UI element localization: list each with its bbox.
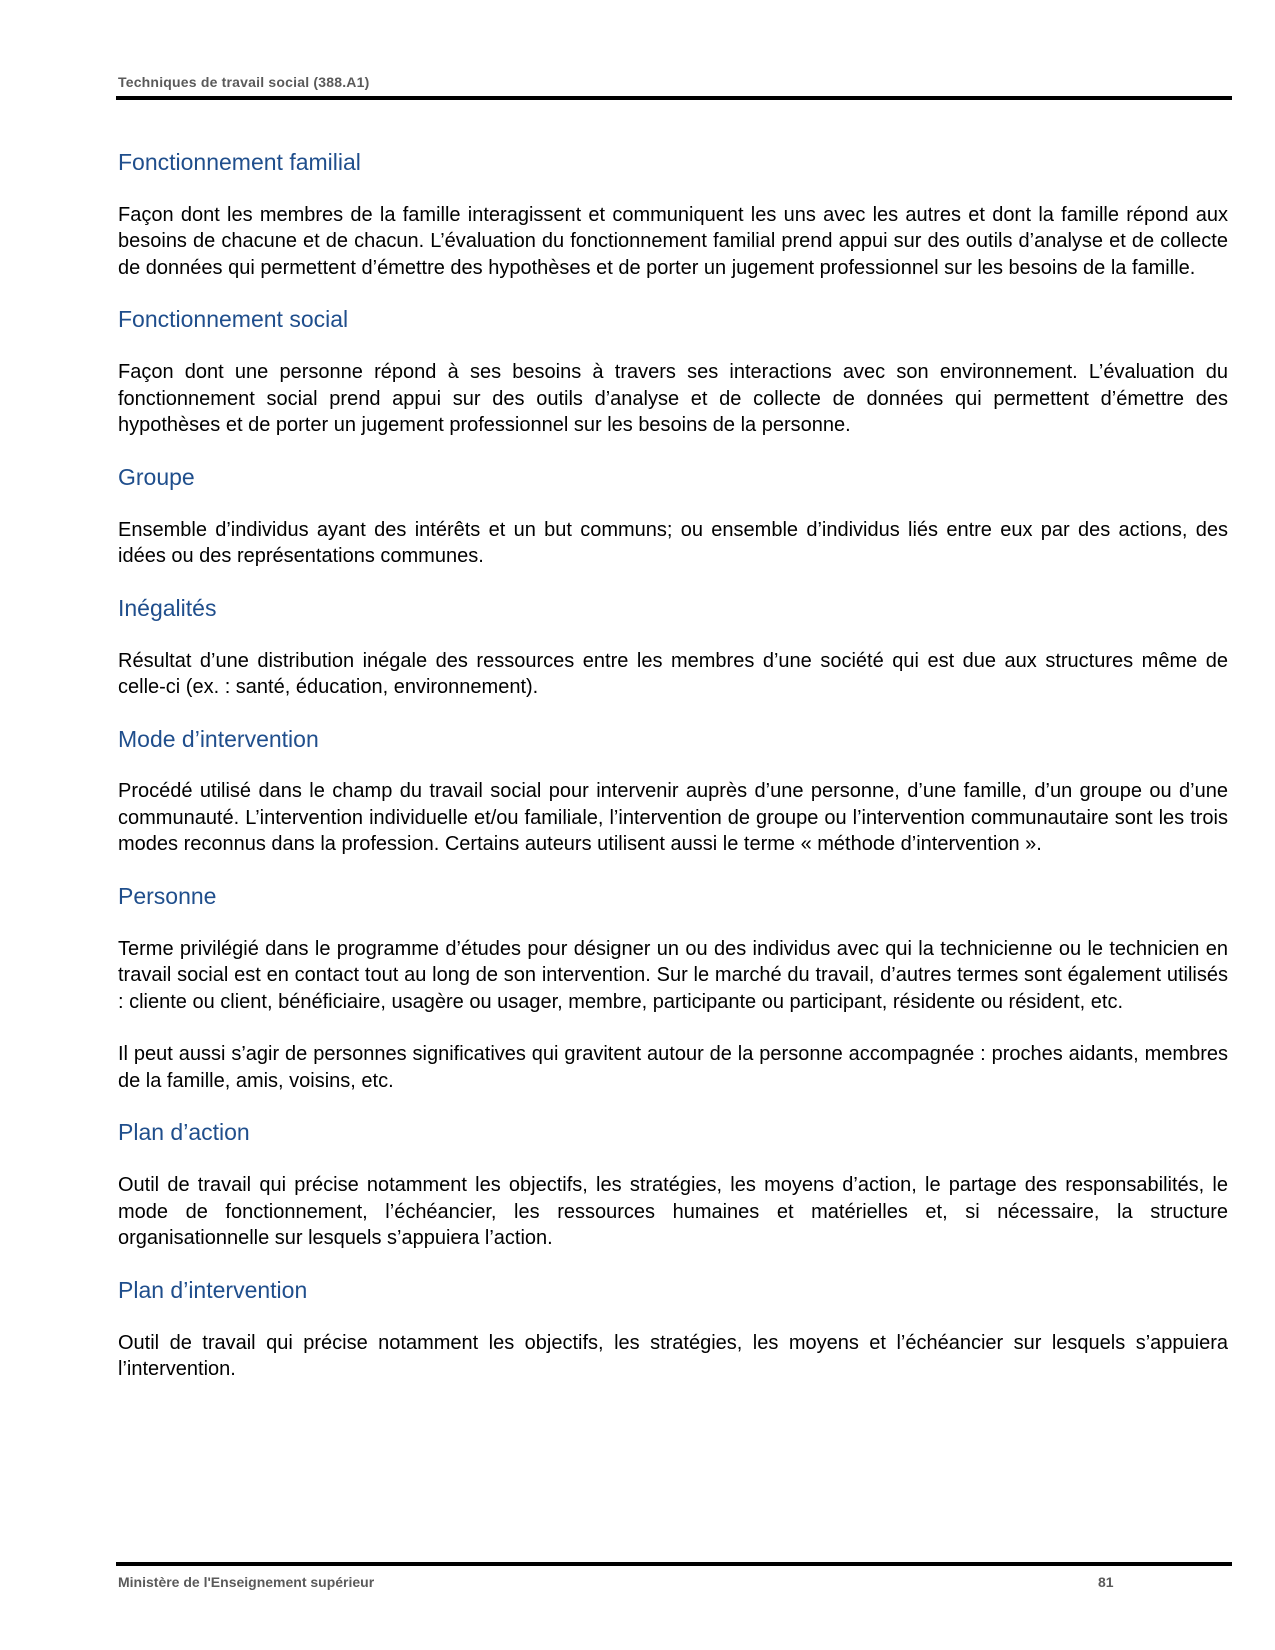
glossary-entry <box>118 1276 1228 1383</box>
running-header: Techniques de travail social (388.A1) <box>118 74 370 90</box>
glossary-entry <box>118 463 1228 570</box>
term-definition: Procédé utilisé dans le champ du travail social pour intervenir auprès d’une personne, d’une famille, d’un groupe ou d’une communauté. L’intervention individuelle et/ou familiale, l’intervention de groupe ou l’intervention communautaire sont les trois modes reconnus dans la profession. Certains auteurs utilisent aussi le terme « méthode d’intervention ». <box>118 780 1228 856</box>
term-title: Groupe <box>118 463 195 490</box>
term-title: Plan d’intervention <box>118 1276 308 1303</box>
term-title: Personne <box>118 882 217 909</box>
footer-publisher: Ministère de l'Enseignement supérieur <box>118 1574 375 1590</box>
term-definition: Ensemble d’individus ayant des intérêts et un but communs; ou ensemble d’individus liés entre eux par des actions, des idées ou des représentations communes. <box>118 518 1228 568</box>
term-title: Fonctionnement social <box>118 306 349 333</box>
term-definition: Résultat d’une distribution inégale des ressources entre les membres d’une société qui est due aux structures même de celle-ci (ex. : santé, éducation, environnement). <box>118 649 1228 699</box>
term-definition: Outil de travail qui précise notamment les objectifs, les stratégies, les moyens et l’échéancier sur lesquels s’appuiera l’intervention. <box>118 1331 1228 1381</box>
glossary-entry <box>118 148 1228 281</box>
term-definition: Outil de travail qui précise notamment les objectifs, les stratégies, les moyens d’action, le partage des responsabilités, le mode de fonctionnement, l’échéancier, les ressources humaines et matérielles et, si nécessaire, la structure organisationnelle sur lesquels s’appuiera l’action. <box>118 1174 1228 1250</box>
glossary-entry <box>118 305 1228 438</box>
glossary-entry <box>118 725 1228 858</box>
glossary-entry <box>118 1118 1228 1251</box>
term-definition-continued: Il peut aussi s’agir de personnes significatives qui gravitent autour de la personne accompagnée : proches aidants, membres de la famille, amis, voisins, etc. <box>118 1043 1228 1092</box>
page-number: 81 <box>1098 1574 1114 1590</box>
term-title: Mode d’intervention <box>118 725 319 752</box>
term-title: Inégalités <box>118 594 217 621</box>
glossary-content <box>118 148 1228 1407</box>
term-title: Fonctionnement familial <box>118 149 361 175</box>
glossary-entry <box>118 882 1228 1094</box>
term-definition: Terme privilégié dans le programme d’études pour désigner un ou des individus avec qui la technicienne ou le technicien en travail social est en contact tout au long de son intervention. Sur le marché du travail, d’autres termes sont également utilisés : cliente ou client, bénéficiaire, usagère ou usager, membre, participante ou participant, résidente ou résident, etc. <box>118 937 1228 1013</box>
term-title: Plan d’action <box>118 1119 250 1146</box>
glossary-entry <box>118 594 1228 701</box>
header-rule <box>116 96 1232 100</box>
footer-rule <box>116 1562 1232 1566</box>
term-definition: Façon dont une personne répond à ses besoins à travers ses interactions avec son environnement. L’évaluation du fonctionnement social prend appui sur des outils d’analyse et de collecte de données qui permettent d’émettre des hypothèses et de porter un jugement professionnel sur les besoins de la personne. <box>118 361 1228 437</box>
term-definition: Façon dont les membres de la famille interagissent et communiquent les uns avec les autres et dont la famille répond aux besoins de chacune et de chacun. L’évaluation du fonctionnement familial prend appui sur des outils d’analyse et de collecte de données qui permettent d’émettre des hypothèses et de porter un jugement professionnel sur les besoins de la famille. <box>118 203 1228 279</box>
